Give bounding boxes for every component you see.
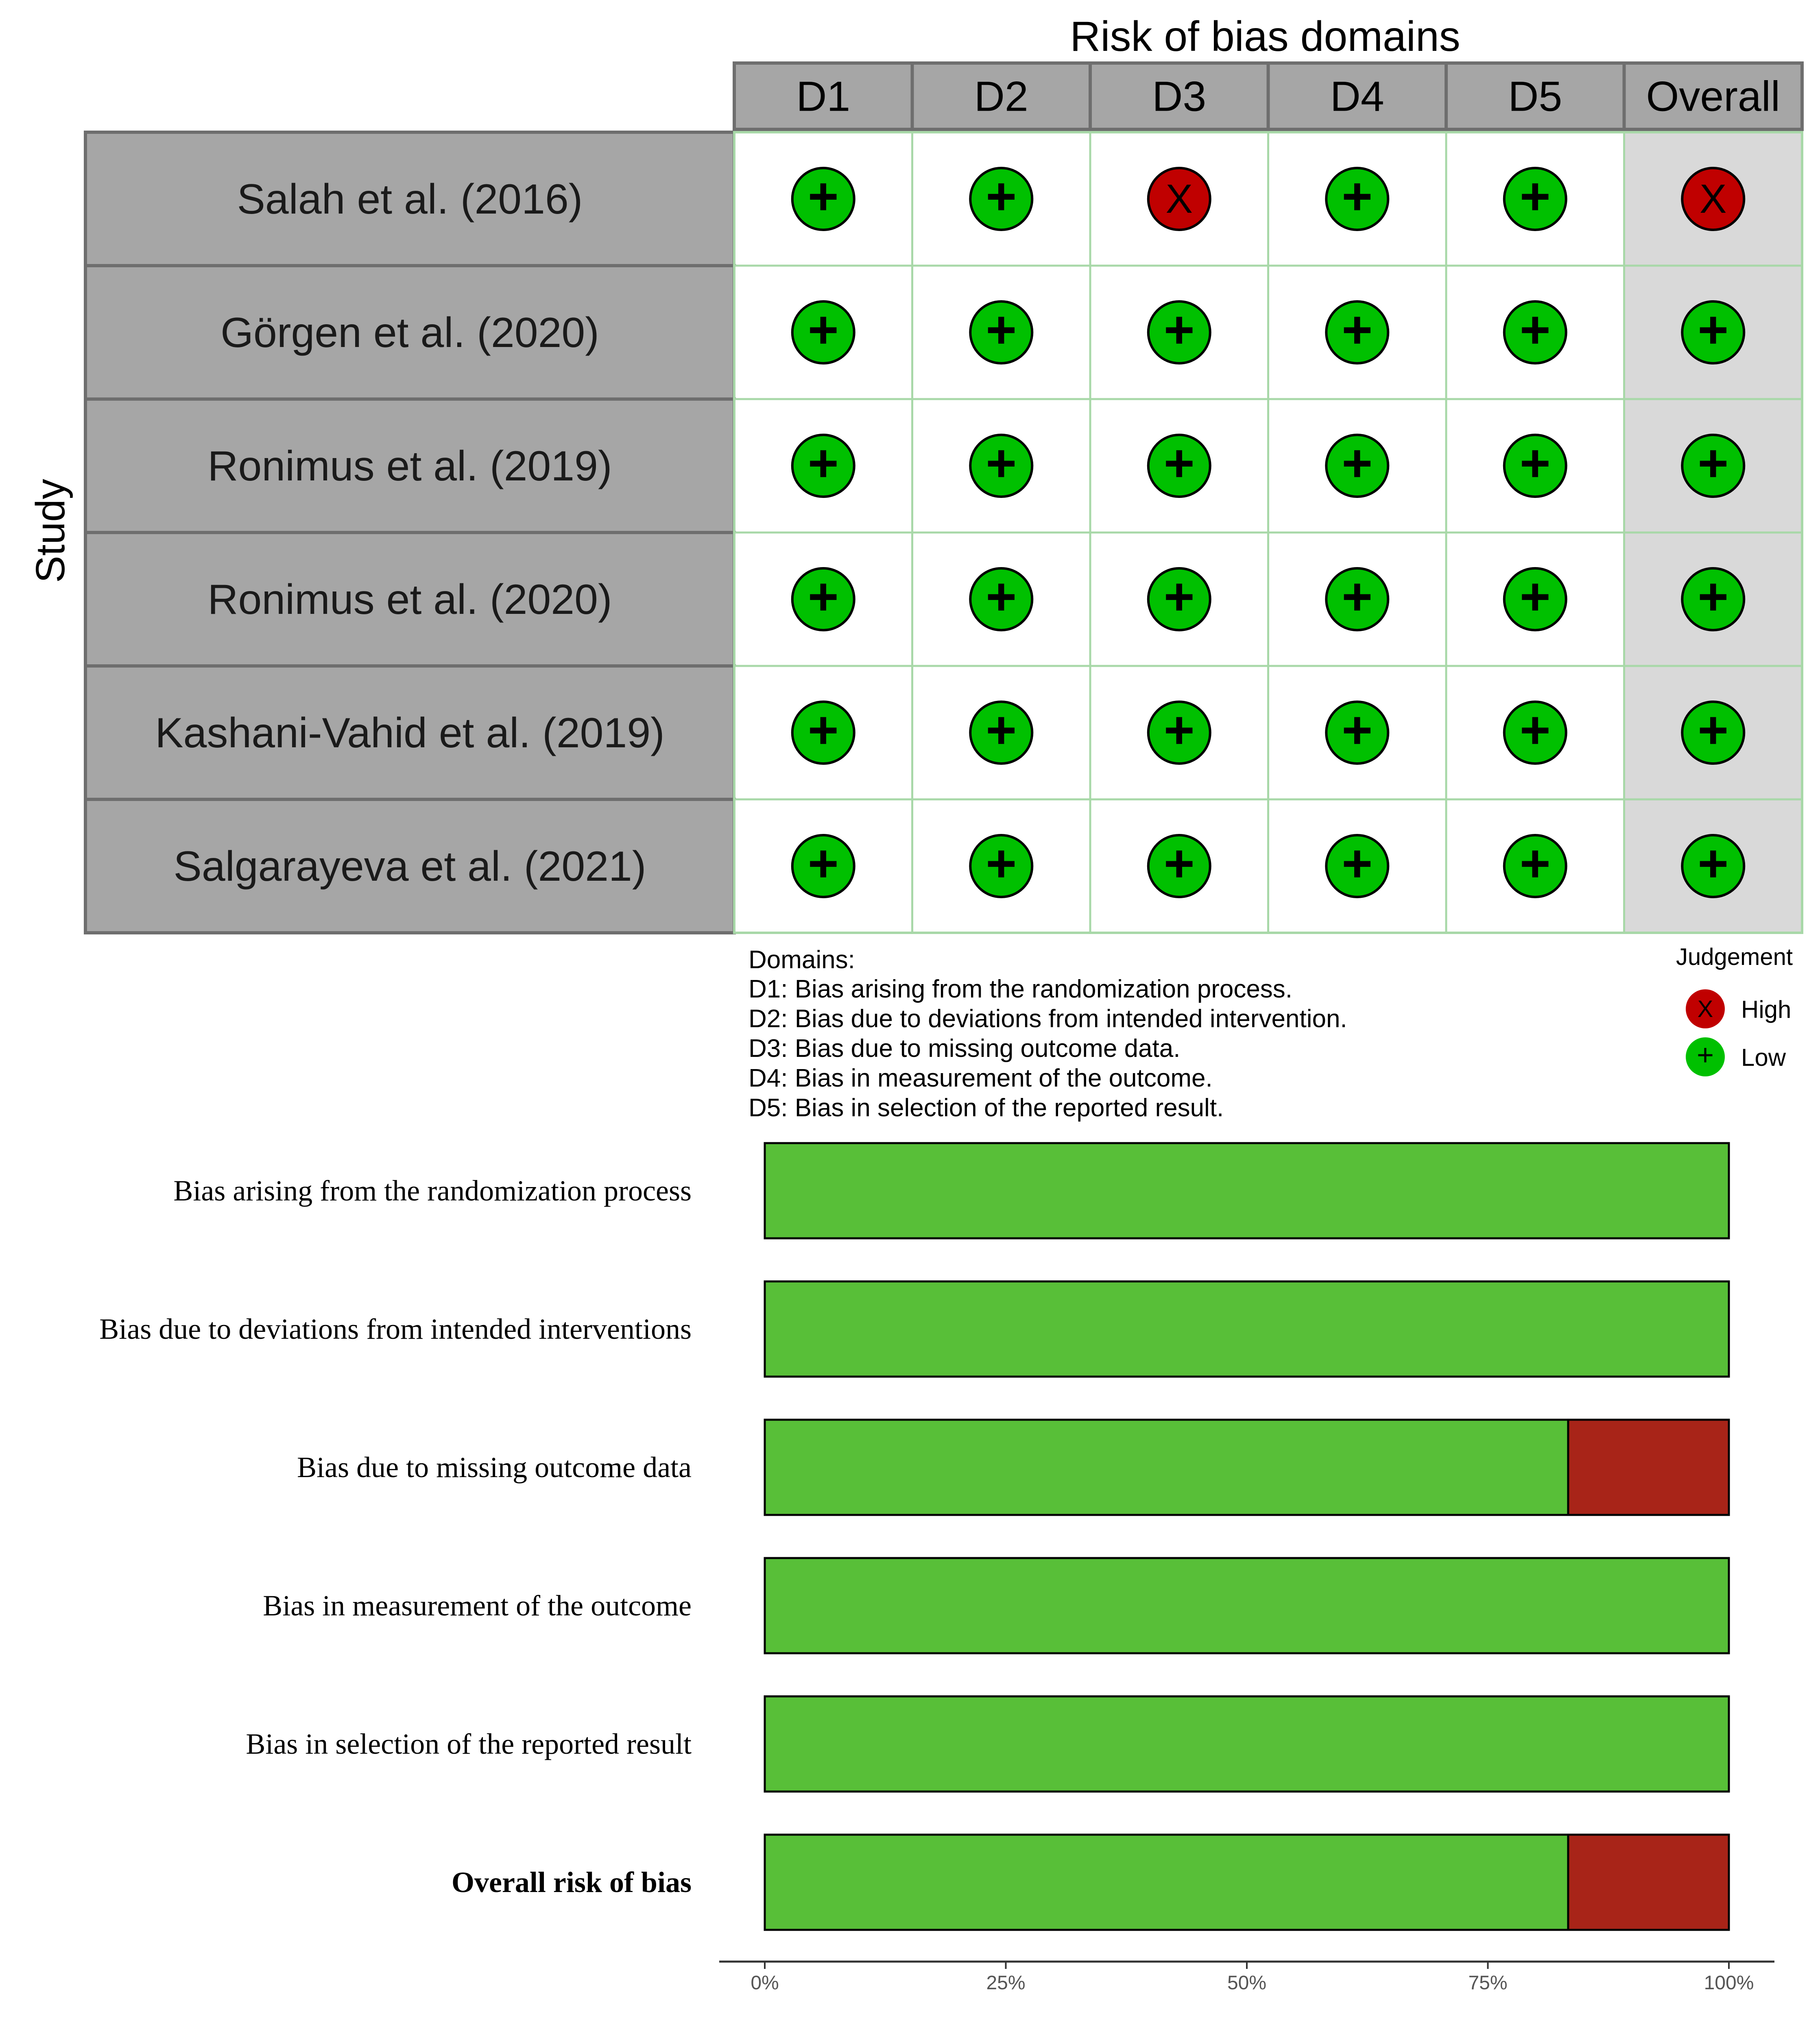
- judgement-symbol: +: [807, 567, 839, 626]
- judgement-symbol: +: [807, 700, 839, 759]
- judgement-symbol: +: [1519, 834, 1551, 893]
- low-risk-bar-segment: [765, 1835, 1568, 1930]
- judgement-legend-title: Judgement: [1676, 944, 1793, 970]
- study-name: Kashani-Vahid et al. (2019): [155, 709, 665, 757]
- judgement-symbol: +: [1342, 700, 1373, 759]
- judgement-symbol: +: [1163, 700, 1195, 759]
- judgement-symbol: +: [1519, 300, 1551, 359]
- column-header-label: D2: [974, 73, 1028, 120]
- legend-label: High: [1741, 996, 1792, 1023]
- study-row: [85, 799, 1802, 933]
- study-name: Salgarayeva et al. (2021): [173, 843, 646, 890]
- judgement-symbol: +: [807, 433, 839, 493]
- judgement-symbol: +: [1163, 567, 1195, 626]
- study-row: [85, 666, 1802, 799]
- domain-line: D1: Bias arising from the randomization process.: [749, 975, 1293, 1003]
- x-tick-label: 50%: [1227, 1972, 1267, 1994]
- domain-line: D2: Bias due to deviations from intended intervention.: [749, 1005, 1347, 1033]
- low-risk-bar-segment: [765, 1143, 1729, 1238]
- legend-label: Low: [1741, 1044, 1786, 1071]
- x-tick-label: 0%: [751, 1972, 779, 1994]
- study-name: Görgen et al. (2020): [220, 309, 599, 356]
- low-risk-bar-segment: [765, 1281, 1729, 1377]
- x-tick-label: 25%: [986, 1972, 1026, 1994]
- legend-symbol: +: [1696, 1039, 1714, 1072]
- study-axis-label: Study: [28, 479, 73, 583]
- study-name: Ronimus et al. (2020): [207, 576, 612, 623]
- column-header-label: D5: [1508, 73, 1562, 120]
- study-name: Ronimus et al. (2019): [207, 443, 612, 490]
- judgement-symbol: X: [1165, 176, 1193, 222]
- judgement-symbol: +: [986, 166, 1017, 226]
- low-risk-bar-segment: [765, 1420, 1568, 1515]
- judgement-symbol: +: [807, 300, 839, 359]
- study-row: [85, 266, 1802, 399]
- judgement-legend: [1676, 944, 1793, 1076]
- domains-heading: Domains:: [749, 946, 855, 974]
- judgement-symbol: +: [1342, 433, 1373, 493]
- column-header-label: D4: [1330, 73, 1384, 120]
- judgement-symbol: +: [1519, 433, 1551, 493]
- column-header-label: D3: [1152, 73, 1207, 120]
- study-name: Salah et al. (2016): [237, 176, 583, 223]
- judgement-symbol: +: [1519, 567, 1551, 626]
- domain-line: D4: Bias in measurement of the outcome.: [749, 1064, 1213, 1092]
- judgement-symbol: +: [1342, 166, 1373, 226]
- judgement-symbol: +: [986, 567, 1017, 626]
- domain-column-headers: [734, 63, 1802, 129]
- judgement-symbol: +: [986, 834, 1017, 893]
- category-label: Bias in selection of the reported result: [246, 1728, 692, 1760]
- category-label: Bias due to deviations from intended interventions: [99, 1313, 692, 1345]
- judgement-symbol: +: [1342, 300, 1373, 359]
- category-label: Overall risk of bias: [452, 1866, 692, 1899]
- category-labels: [99, 1174, 692, 1899]
- x-tick-label: 100%: [1704, 1972, 1754, 1994]
- category-label: Bias due to missing outcome data: [297, 1451, 692, 1484]
- low-risk-bar-segment: [765, 1696, 1729, 1792]
- domain-line: D3: Bias due to missing outcome data.: [749, 1034, 1181, 1063]
- summary-bar-chart: [99, 1143, 1774, 1994]
- legend-symbol: X: [1697, 996, 1713, 1022]
- judgement-symbol: +: [1519, 700, 1551, 759]
- judgement-symbol: +: [807, 834, 839, 893]
- domains-note: [749, 946, 1347, 1122]
- traffic-light-plot: [28, 13, 1802, 933]
- judgement-symbol: +: [1519, 166, 1551, 226]
- high-risk-bar-segment: [1568, 1420, 1729, 1515]
- bars: [765, 1143, 1729, 1930]
- column-header-label: D1: [796, 73, 851, 120]
- high-risk-bar-segment: [1568, 1835, 1729, 1930]
- judgement-symbol: +: [986, 300, 1017, 359]
- study-rows: [85, 132, 1802, 933]
- judgement-symbol: +: [1163, 834, 1195, 893]
- category-label: Bias arising from the randomization process: [173, 1174, 692, 1207]
- judgement-symbol: +: [1698, 433, 1729, 493]
- judgement-symbol: +: [1163, 300, 1195, 359]
- judgement-symbol: +: [1698, 700, 1729, 759]
- column-header-label: Overall: [1646, 73, 1780, 120]
- low-risk-bar-segment: [765, 1558, 1729, 1653]
- judgement-symbol: +: [1698, 567, 1729, 626]
- judgement-symbol: +: [1342, 567, 1373, 626]
- judgement-symbol: +: [807, 166, 839, 226]
- judgement-symbol: +: [1698, 834, 1729, 893]
- traffic-light-title: Risk of bias domains: [1070, 13, 1460, 60]
- study-row: [85, 533, 1802, 666]
- judgement-symbol: X: [1699, 176, 1727, 222]
- judgement-symbol: +: [1698, 300, 1729, 359]
- judgement-symbol: +: [986, 433, 1017, 493]
- x-tick-label: 75%: [1468, 1972, 1508, 1994]
- judgement-symbol: +: [1342, 834, 1373, 893]
- x-axis-ticks: [751, 1962, 1754, 1994]
- domain-line: D5: Bias in selection of the reported result.: [749, 1094, 1224, 1122]
- judgement-symbol: +: [986, 700, 1017, 759]
- study-row: [85, 399, 1802, 533]
- study-row: [85, 132, 1802, 266]
- category-label: Bias in measurement of the outcome: [263, 1589, 692, 1622]
- judgement-symbol: +: [1163, 433, 1195, 493]
